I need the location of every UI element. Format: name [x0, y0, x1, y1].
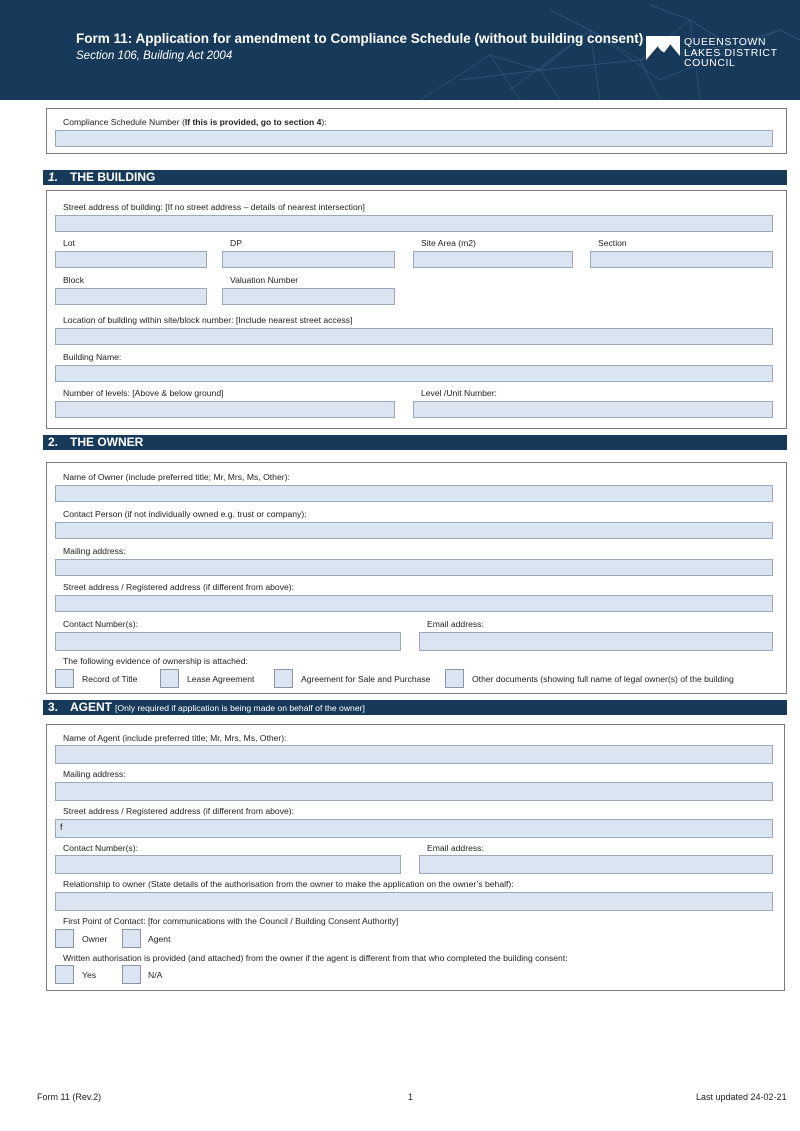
record-of-title-checkbox[interactable] — [55, 669, 74, 688]
agent-contact-checkbox[interactable] — [122, 929, 141, 948]
building-street-address-input[interactable] — [55, 215, 773, 232]
block-input[interactable] — [55, 288, 207, 305]
sale-purchase-checkbox[interactable] — [274, 669, 293, 688]
section-label: Section — [598, 238, 627, 248]
section-1-header: 1. THE BUILDING — [43, 170, 787, 185]
contact-person-label: Contact Person (if not individually owned e.g. trust or company): — [63, 509, 307, 519]
owner-contact-label: Owner — [82, 934, 108, 944]
first-contact-label: First Point of Contact: [for communications with the Council / Building Consent Authority] — [63, 916, 399, 926]
written-auth-label: Written authorisation is provided (and attached) from the owner if the agent is different from that who completed the building consent: — [63, 953, 568, 963]
valuation-number-label: Valuation Number — [230, 275, 299, 285]
lease-agreement-label: Lease Agreement — [187, 674, 255, 684]
block-label: Block — [63, 275, 85, 285]
owner-name-label: Name of Owner (include preferred title; Mr, Mrs, Ms, Other): — [63, 472, 290, 482]
agent-street-label: Street address / Registered address (if different from above): — [63, 806, 295, 816]
agent-contact-label: Agent — [148, 934, 171, 944]
agent-street-address-input[interactable]: f — [55, 819, 773, 838]
auth-yes-checkbox[interactable] — [55, 965, 74, 984]
auth-yes-label: Yes — [82, 970, 97, 980]
other-documents-label: Other documents (showing full name of legal owner(s) of the building — [472, 674, 734, 684]
owner-email-label: Email address: — [427, 619, 484, 629]
form-subtitle: Section 106, Building Act 2004 — [76, 50, 233, 62]
lot-input[interactable] — [55, 251, 207, 268]
footer-last-updated: Last updated 24-02-21 — [696, 1092, 787, 1102]
section-3-header: 3. AGENT [Only required if application is being made on behalf of the owner] — [43, 700, 787, 715]
owner-contact-number-label: Contact Number(s): — [63, 619, 138, 629]
agent-email-label: Email address: — [427, 843, 484, 853]
unit-number-label: Level /Unit Number: — [421, 388, 497, 398]
agent-name-input[interactable] — [55, 745, 773, 764]
agent-name-label: Name of Agent (include preferred title; Mr, Mrs, Ms, Other): — [63, 733, 287, 743]
footer-form-id: Form 11 (Rev.2) — [37, 1092, 102, 1102]
street-address-label: Street address of building: [If no street address – details of nearest intersection] — [63, 202, 365, 212]
site-area-label: Site Area (m2) — [421, 238, 476, 248]
building-name-input[interactable] — [55, 365, 773, 382]
owner-email-input[interactable] — [419, 632, 773, 651]
dp-input[interactable] — [222, 251, 395, 268]
council-logo-icon — [646, 36, 680, 66]
owner-street-label: Street address / Registered address (if different from above): — [63, 582, 295, 592]
compliance-schedule-number-input[interactable] — [55, 130, 773, 147]
location-label: Location of building within site/block number: [Include nearest street access] — [63, 315, 353, 325]
owner-mailing-address-input[interactable] — [55, 559, 773, 576]
agent-contact-number-label: Contact Number(s): — [63, 843, 138, 853]
council-logo-text: QUEENSTOWN LAKES DISTRICT COUNCIL — [684, 36, 778, 69]
relationship-input[interactable] — [55, 892, 773, 911]
record-of-title-label: Record of Title — [82, 674, 138, 684]
sale-purchase-label: Agreement for Sale and Purchase — [301, 674, 431, 684]
agent-mailing-label: Mailing address: — [63, 769, 126, 779]
auth-na-checkbox[interactable] — [122, 965, 141, 984]
section-input[interactable] — [590, 251, 773, 268]
contact-person-input[interactable] — [55, 522, 773, 539]
valuation-number-input[interactable] — [222, 288, 395, 305]
dp-label: DP — [230, 238, 242, 248]
owner-street-address-input[interactable] — [55, 595, 773, 612]
building-name-label: Building Name: — [63, 352, 122, 362]
relationship-label: Relationship to owner (State details of the authorisation from the owner to make the application on the owner’s behalf): — [63, 879, 514, 889]
section-2-header: 2. THE OWNER — [43, 435, 787, 450]
other-documents-checkbox[interactable] — [445, 669, 464, 688]
agent-email-input[interactable] — [419, 855, 773, 874]
footer-page-number: 1 — [408, 1092, 414, 1102]
owner-name-input[interactable] — [55, 485, 773, 502]
building-location-input[interactable] — [55, 328, 773, 345]
lease-agreement-checkbox[interactable] — [160, 669, 179, 688]
owner-mailing-label: Mailing address: — [63, 546, 126, 556]
form-title: Form 11: Application for amendment to Compliance Schedule (without building consent) — [76, 31, 644, 46]
page-header — [0, 0, 800, 100]
owner-contact-number-input[interactable] — [55, 632, 401, 651]
agent-mailing-address-input[interactable] — [55, 782, 773, 801]
auth-na-label: N/A — [148, 970, 163, 980]
lot-label: Lot — [63, 238, 75, 248]
site-area-input[interactable] — [413, 251, 573, 268]
agent-contact-number-input[interactable] — [55, 855, 401, 874]
owner-contact-checkbox[interactable] — [55, 929, 74, 948]
number-of-levels-input[interactable] — [55, 401, 395, 418]
unit-number-input[interactable] — [413, 401, 773, 418]
compliance-schedule-label: Compliance Schedule Number (If this is provided, go to section 4): — [63, 117, 327, 127]
levels-label: Number of levels: [Above & below ground] — [63, 388, 224, 398]
evidence-label: The following evidence of ownership is attached: — [63, 656, 248, 666]
